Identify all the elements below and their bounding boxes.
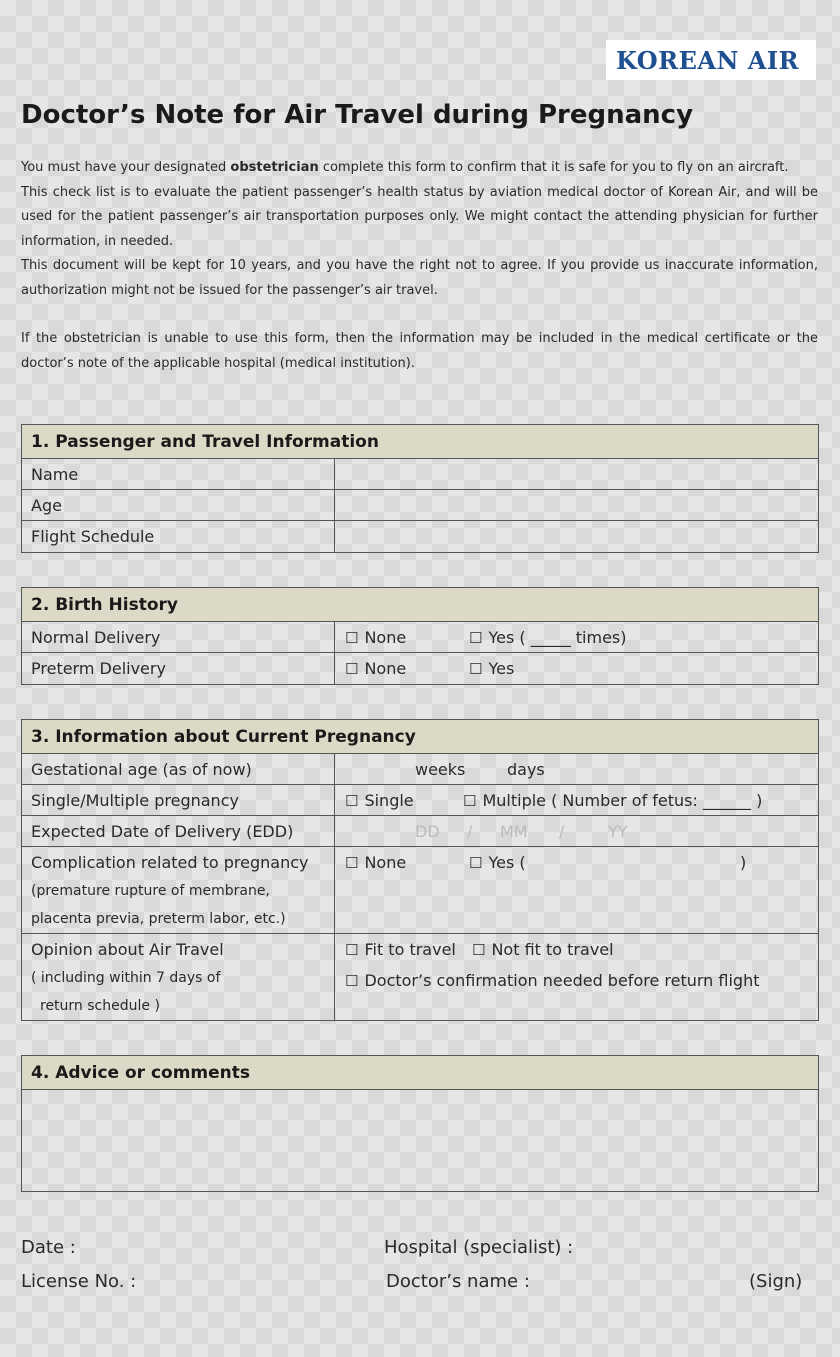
obstetrician-bold: obstetrician	[230, 160, 319, 175]
weeks-label: weeks	[415, 760, 466, 779]
edd-field[interactable]	[335, 816, 818, 846]
checkbox-icon: ☐	[345, 660, 359, 678]
logo-text: KOREAN AIR	[616, 46, 800, 75]
checkbox-icon: ☐	[469, 660, 483, 678]
section-birth-history	[21, 587, 819, 685]
intro-text	[21, 156, 818, 376]
field-label: Complication related to pregnancy	[31, 853, 309, 872]
table-row	[22, 490, 818, 521]
intro-paragraph-1: You must have your designated obstetrician complete this form to confirm that it is safe for you to fly on an aircraft.	[21, 160, 789, 175]
checkbox-icon: ☐	[345, 792, 359, 810]
not-fit-to-travel-option[interactable]: ☐ Not fit to travel	[472, 940, 614, 959]
section-heading: 1. Passenger and Travel Information	[22, 425, 818, 459]
table-row	[22, 785, 818, 816]
field-sublabel: return schedule )	[40, 998, 160, 1014]
preterm-none-option[interactable]: ☐ None	[345, 659, 407, 678]
edd-yy-placeholder: YY	[608, 822, 628, 841]
complication-none-option[interactable]: ☐ None	[345, 853, 407, 872]
table-row	[22, 653, 818, 684]
preterm-yes-option[interactable]: ☐ Yes	[469, 659, 515, 678]
korean-air-logo	[606, 40, 816, 80]
doctor-name-label: Doctor’s name :	[386, 1271, 530, 1292]
table-row	[22, 754, 818, 785]
field-label: Gestational age (as of now)	[22, 754, 335, 784]
field-label: Flight Schedule	[22, 521, 335, 552]
sign-label: (Sign)	[749, 1271, 803, 1292]
checkbox-icon: ☐	[345, 629, 359, 647]
doctor-confirmation-option[interactable]: ☐ Doctor’s confirmation needed before return flight	[345, 971, 760, 990]
days-label: days	[507, 760, 545, 779]
complication-yes-option[interactable]: ☐ Yes (	[469, 853, 526, 872]
checkbox-icon: ☐	[345, 854, 359, 872]
section-current-pregnancy	[21, 719, 819, 1021]
edd-slash: /	[467, 822, 473, 841]
fit-to-travel-option[interactable]: ☐ Fit to travel	[345, 940, 456, 959]
section-heading: 2. Birth History	[22, 588, 818, 622]
checkbox-icon: ☐	[469, 629, 483, 647]
field-label: Single/Multiple pregnancy	[22, 785, 335, 815]
comments-field[interactable]	[22, 1090, 818, 1190]
field-label: Preterm Delivery	[22, 653, 335, 684]
flight-schedule-field[interactable]	[335, 521, 818, 552]
table-row	[22, 459, 818, 490]
table-row	[22, 521, 818, 552]
age-field[interactable]	[335, 490, 818, 520]
edd-slash: /	[559, 822, 565, 841]
edd-mm-placeholder: MM	[500, 822, 528, 841]
field-label: Opinion about Air Travel	[31, 940, 224, 959]
complication-close-paren: )	[740, 853, 747, 872]
checkbox-icon: ☐	[345, 972, 359, 990]
field-label: Expected Date of Delivery (EDD)	[22, 816, 335, 846]
checkbox-icon: ☐	[345, 941, 359, 959]
field-label: Normal Delivery	[22, 622, 335, 652]
intro-paragraph-4: If the obstetrician is unable to use this form, then the information may be included in the medical certificate or the doctor’s note of the applicable hospital (medical institution).	[21, 331, 818, 371]
field-sublabel: ( including within 7 days of	[31, 970, 221, 986]
single-option[interactable]: ☐ Single	[345, 791, 414, 810]
normal-none-option[interactable]: ☐ None	[345, 628, 407, 647]
section-passenger-info	[21, 424, 819, 553]
table-row	[22, 816, 818, 847]
table-row	[22, 622, 818, 653]
field-sublabel: (premature rupture of membrane,	[31, 883, 270, 899]
intro-paragraph-3: This document will be kept for 10 years, and you have the right not to agree. If you provide us inaccurate information, authorization might not be issued for the passenger’s air travel.	[21, 258, 818, 298]
field-label: Name	[22, 459, 335, 489]
section-advice-comments	[21, 1055, 819, 1192]
license-label: License No. :	[21, 1271, 137, 1292]
name-field[interactable]	[335, 459, 818, 489]
checkbox-icon: ☐	[463, 792, 477, 810]
section-heading: 3. Information about Current Pregnancy	[22, 720, 818, 754]
table-row	[22, 934, 818, 1020]
section-heading: 4. Advice or comments	[22, 1056, 818, 1090]
hospital-label: Hospital (specialist) :	[384, 1237, 574, 1258]
page-title: Doctor’s Note for Air Travel during Pregnancy	[21, 100, 694, 130]
field-label: Age	[22, 490, 335, 520]
checkbox-icon: ☐	[469, 854, 483, 872]
date-label: Date :	[21, 1237, 76, 1258]
intro-paragraph-2: This check list is to evaluate the patient passenger’s health status by aviation medical doctor of Korean Air, and will be used for the patient passenger’s air transportation purposes only. We might contact the attending physician for further information, in needed.	[21, 184, 818, 249]
field-sublabel: placenta previa, preterm labor, etc.)	[31, 911, 286, 927]
edd-dd-placeholder: DD	[415, 822, 440, 841]
table-row	[22, 847, 818, 934]
multiple-option[interactable]: ☐ Multiple ( Number of fetus: ______ )	[463, 791, 763, 810]
normal-yes-option[interactable]: ☐ Yes ( _____ times)	[469, 628, 627, 647]
checkbox-icon: ☐	[472, 941, 486, 959]
